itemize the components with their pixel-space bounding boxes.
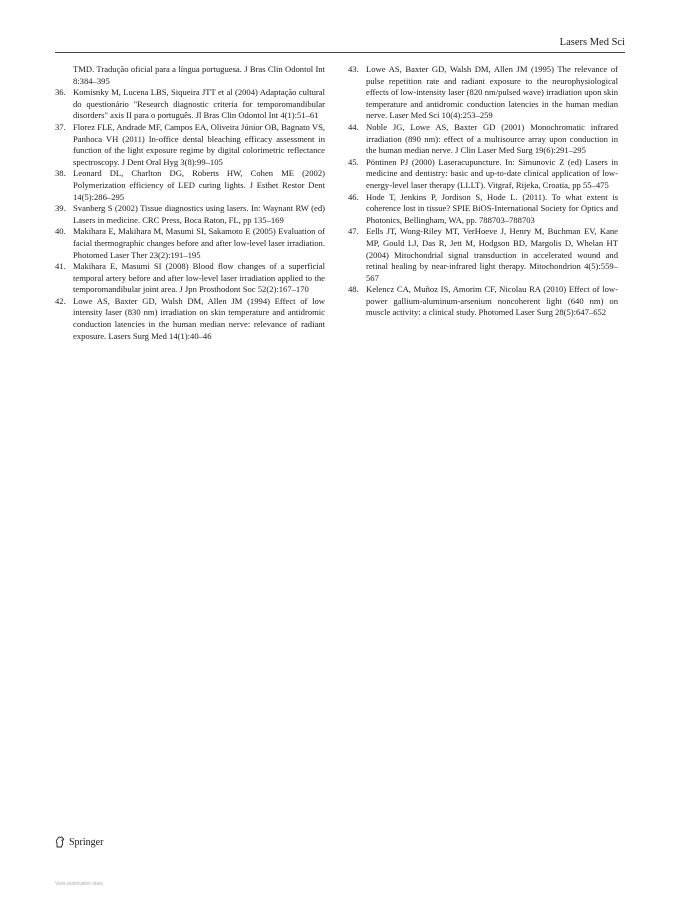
reference-text: Svanberg S (2002) Tissue diagnostics using lasers. In: Waynant RW (ed) Lasers in medicine. CRC Press, Boca Raton, FL, pp 135–169 [73,203,325,225]
reference-text: Noble JG, Lowe AS, Baxter GD (2001) Monochromatic infrared irradiation (890 nm): effect of a multisource array upon conduction in the human median nerve. J Clin Laser Med Surg 19(6):291–295 [366,121,618,156]
reference-number: 37. [55,121,66,132]
reference-item-43 [348,64,618,122]
reference-item-40 [55,226,325,261]
reference-number: 41. [55,261,66,272]
reference-continuation [55,64,325,87]
reference-number: 48. [348,284,359,295]
reference-number: 47. [348,226,359,237]
reference-text: TMD. Tradução oficial para a língua portuguesa. J Bras Clin Odontol Int 8:384–395 [73,64,325,86]
reference-text: Hode T, Jenkins P, Jordison S, Hode L. (2011). To what extent is coherence lost in tissue? SPIE BiOS-International Society for Optics and Photonics, Bellingham, WA, pp. 788703–788703 [366,191,618,225]
reference-number: 46. [348,191,359,202]
reference-item-41 [55,261,325,296]
reference-item-44 [348,122,618,157]
reference-number: 39. [55,203,66,214]
publisher-name: Springer [69,836,104,848]
references-left-column [55,64,325,342]
reference-item-45 [348,157,618,192]
reference-text: Komisnky M, Lucena LBS, Siqueira JTT et al (2004) Adaptação cultural do questionário "Research diagnostic criteria for temporomandibular disorders" axis II para o português. Jl Bras Clin Odontol Int 4(1):51–61 [73,87,325,121]
reference-text: Pöntinen PJ (2000) Laseracupuncture. In: Simunovic Z (ed) Lasers in medicine and dentistry: basic and up-to-date clinical application of low-energy-level laser therapy (LLLT). Vitgraf, Rijeka, Croatia, pp 55–475 [366,156,618,190]
springer-logo [55,836,103,848]
reference-number: 36. [55,87,66,98]
reference-item-39 [55,203,325,226]
view-publication-stats-link[interactable]: View publication stats [55,881,103,887]
reference-text: Makihara E, Makihara M, Masumi SI, Sakamoto E (2005) Evaluation of facial thermographic changes before and after low-level laser irradiation. Photomed Laser Ther 23(2):191–195 [73,226,325,260]
reference-item-47 [348,226,618,284]
reference-number: 43. [348,64,359,74]
reference-item-38 [55,168,325,203]
springer-horse-icon [55,836,65,848]
reference-item-36 [55,87,325,122]
reference-item-37 [55,122,325,168]
reference-text: Lowe AS, Baxter GD, Walsh DM, Allen JM (1995) The relevance of pulse repetition rate and radiant exposure to the neurophysiological effects of low-intensity laser (820 nm/pulsed wave) irradiation upon skin temperature and antidromic conduction latencies in the human median nerve. Laser Med Sci 10(4):253–259 [366,64,618,121]
reference-number: 40. [55,226,66,237]
reference-item-46 [348,192,618,227]
reference-text: Lowe AS, Baxter GD, Walsh DM, Allen JM (1994) Effect of low intensity laser (830 nm) irradiation on skin temperature and antidromic conduction latencies in the human median nerve: relevance of radiant exposure. Lasers Surg Med 14(1):40–46 [73,295,325,341]
reference-item-48 [348,284,618,319]
reference-text: Makihara E, Masumi SI (2008) Blood flow changes of a superficial temporal artery before and after low-level laser irradiation applied to the temporomandibular joint area. J Jpn Prosthodont Soc 52(2):167–170 [73,261,325,295]
references-right-column [348,64,618,319]
reference-text: Florez FLE, Andrade MF, Campos EA, Oliveira Júnior OB, Bagnato VS, Panhoca VH (2011) In-office dental bleaching efficacy assessment in function of the light exposure regime by digital colorimetric reflectance spectroscopy. J Dent Oral Hyg 3(8):99–105 [73,121,325,167]
reference-number: 42. [55,295,66,306]
header-rule [55,52,625,53]
reference-text: Kelencz CA, Muñoz IS, Amorim CF, Nicolau RA (2010) Effect of low-power gallium-aluminum-arsenium noncoherent light (640 nm) on muscle activity: a clinical study. Photomed Laser Surg 28(5):647–652 [366,284,618,318]
reference-number: 44. [348,121,359,132]
reference-text: Eells JT, Wong-Riley MT, VerHoeve J, Henry M, Buchman EV, Kane MP, Gould LJ, Das R, Jett M, Hodgson BD, Margolis D, Whelan HT (2004) Mitochondrial signal transduction in accelerated wound and retinal healing by near-infrared light therapy. Mitochondrion 4(5):559–567 [366,226,618,283]
reference-item-42 [55,296,325,342]
reference-number: 45. [348,156,359,167]
reference-number: 38. [55,168,66,179]
journal-name: Lasers Med Sci [559,37,625,48]
reference-text: Leonard DL, Charlton DG, Roberts HW, Cohen ME (2002) Polymerization efficiency of LED curing lights. J Esthet Restor Dent 14(5):286–295 [73,168,325,202]
